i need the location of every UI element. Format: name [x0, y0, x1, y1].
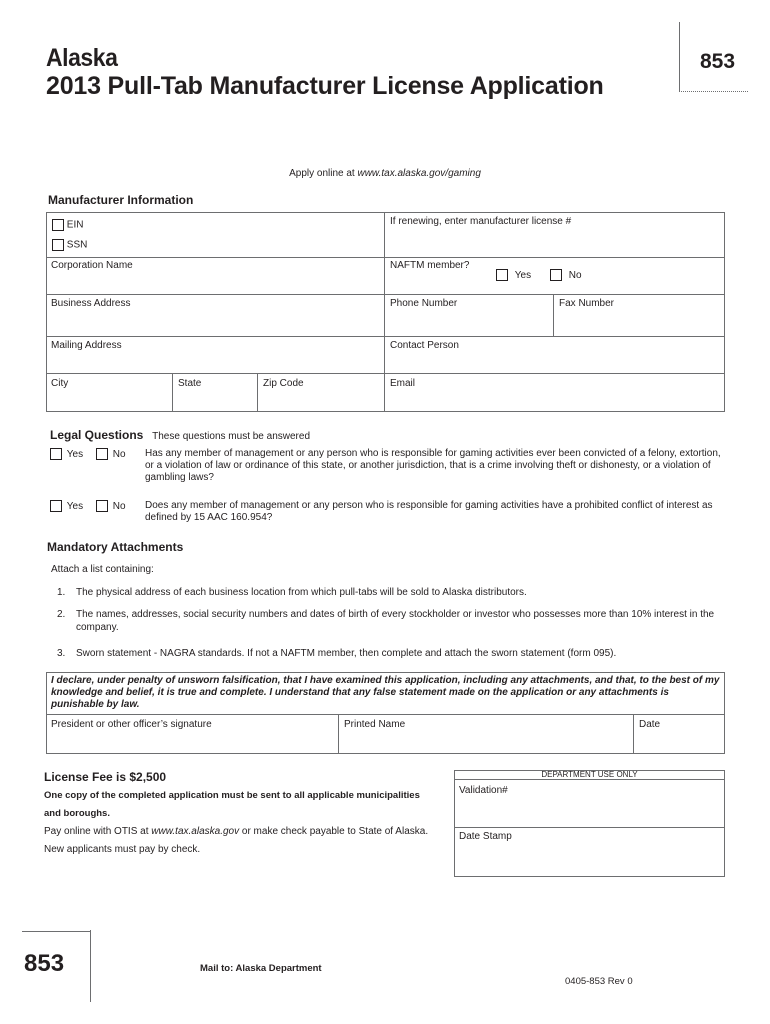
naftm-no-checkbox[interactable] [550, 269, 562, 281]
validation-label: Validation# [459, 785, 508, 796]
business-address-label: Business Address [51, 298, 131, 309]
contact-person-label: Contact Person [390, 340, 459, 351]
dept-header-divider [454, 779, 725, 780]
q2-yes-option[interactable] [50, 500, 83, 512]
attachment-number: 3. [57, 648, 66, 659]
dept-row-divider [454, 827, 725, 828]
printed-name-label: Printed Name [344, 719, 406, 730]
legal-heading: Legal Questions [50, 428, 144, 442]
attachments-heading: Mandatory Attachments [47, 540, 184, 554]
q1-no-label: No [112, 448, 126, 460]
footer-underline [22, 931, 90, 932]
license-fee-heading: License Fee is $2,500 [44, 770, 167, 784]
row-divider [46, 257, 725, 258]
naftm-yes-option[interactable] [496, 269, 531, 281]
q1-yes-option[interactable] [50, 448, 83, 460]
q1-yes-label: Yes [66, 448, 84, 460]
state-name: Alaska [46, 44, 118, 72]
declaration-divider [46, 714, 725, 715]
otis-link[interactable]: www.tax.alaska.gov [151, 826, 240, 837]
phone-number-label: Phone Number [390, 298, 458, 309]
attachment-item: Sworn statement - NAGRA standards. If not a NAFTM member, then complete and attach the sworn statement (form 095). [76, 648, 617, 659]
legal-heading-row [50, 428, 310, 442]
attachment-item: The names, addresses, social security numbers and dates of birth of every stockholder or investor who possesses more than 10% interest in the company. [76, 609, 715, 633]
naftm-no-option[interactable] [550, 269, 582, 281]
naftm-no-label: No [568, 269, 582, 281]
apply-online-prefix: Apply online at [289, 168, 358, 179]
naftm-member-label: NAFTM member? [390, 260, 470, 271]
pay-online-line [44, 826, 428, 837]
column-divider [172, 373, 173, 412]
ssn-label: SSN [66, 239, 88, 251]
date-stamp-label: Date Stamp [459, 831, 512, 842]
attachment-number: 1. [57, 587, 66, 598]
pay-suffix: or make check payable to State of Alaska. [239, 826, 429, 837]
manufacturer-info-box [46, 212, 725, 412]
q2-no-label: No [112, 500, 126, 512]
ein-checkbox[interactable] [52, 219, 64, 231]
signature-label: President or other officer’s signature [51, 719, 212, 730]
email-label: Email [390, 378, 416, 389]
ein-option[interactable] [52, 219, 83, 231]
legal-question-2: Does any member of management or any person who is responsible for gaming activities have a prohibited conflict of interest as defined by 15 AAC 160.954? [145, 500, 713, 523]
naftm-yes-label: Yes [514, 269, 532, 281]
row-divider [46, 294, 725, 295]
row-divider [46, 373, 725, 374]
column-divider [384, 212, 385, 412]
column-divider [257, 373, 258, 412]
q1-no-option[interactable] [96, 448, 126, 460]
form-title: 2013 Pull-Tab Manufacturer License Application [46, 72, 604, 100]
city-label: City [51, 378, 69, 389]
state-label: State [178, 378, 202, 389]
header-underline [679, 91, 748, 92]
new-applicants-note: New applicants must pay by check. [44, 844, 201, 855]
column-divider [633, 714, 634, 754]
row-divider [46, 336, 725, 337]
copy-instruction-line1: One copy of the completed application must be sent to all applicable municipalities [44, 790, 420, 801]
dept-use-heading: DEPARTMENT USE ONLY [541, 770, 638, 779]
q1-no-checkbox[interactable] [96, 448, 108, 460]
zip-code-label: Zip Code [263, 378, 304, 389]
ein-label: EIN [66, 219, 84, 231]
revision-code: 0405-853 Rev 0 [565, 976, 633, 987]
q2-yes-checkbox[interactable] [50, 500, 62, 512]
declaration-text: I declare, under penalty of unsworn falsification, that I have examined this application, including any attachments, and that, to the best of my knowledge and belief, it is true and complete. I understand that any false statement made on the application or any attachments is punishable by law. [51, 675, 720, 710]
manufacturer-heading: Manufacturer Information [48, 193, 194, 207]
apply-online-link[interactable]: www.tax.alaska.gov/gaming [357, 168, 481, 179]
legal-subheading: These questions must be answered [152, 431, 311, 442]
footer-divider [90, 930, 91, 1002]
license-renew-label: If renewing, enter manufacturer license # [390, 216, 572, 227]
ssn-option[interactable] [52, 239, 87, 251]
column-divider [553, 294, 554, 336]
column-divider [338, 714, 339, 754]
header-divider [679, 22, 680, 92]
ssn-checkbox[interactable] [52, 239, 64, 251]
naftm-yes-checkbox[interactable] [496, 269, 508, 281]
q2-no-option[interactable] [96, 500, 126, 512]
q2-no-checkbox[interactable] [96, 500, 108, 512]
pay-prefix: Pay online with OTIS at [44, 826, 152, 837]
mailing-address-label: Mailing Address [51, 340, 122, 351]
fax-number-label: Fax Number [559, 298, 615, 309]
attachment-item: The physical address of each business location from which pull-tabs will be sold to Alaska distributors. [76, 587, 527, 598]
legal-question-1: Has any member of management or any person who is responsible for gaming activities ever been convicted of a felony, extortion, or a violation of law or ordinance of this state, or another jurisdiction, that is a crime involving theft or dishonesty, or a violation of gambling laws? [145, 448, 721, 483]
attachment-number: 2. [57, 609, 66, 620]
footer-form-number: 853 [24, 950, 65, 977]
q1-yes-checkbox[interactable] [50, 448, 62, 460]
corporation-name-label: Corporation Name [51, 260, 133, 271]
form-number: 853 [700, 50, 736, 73]
date-label: Date [639, 719, 661, 730]
copy-instruction-line2: and boroughs. [44, 808, 110, 819]
apply-online-note [0, 168, 770, 179]
q2-yes-label: Yes [66, 500, 84, 512]
mail-to-line: Mail to: Alaska Department [200, 963, 322, 974]
attachments-intro: Attach a list containing: [51, 564, 154, 575]
